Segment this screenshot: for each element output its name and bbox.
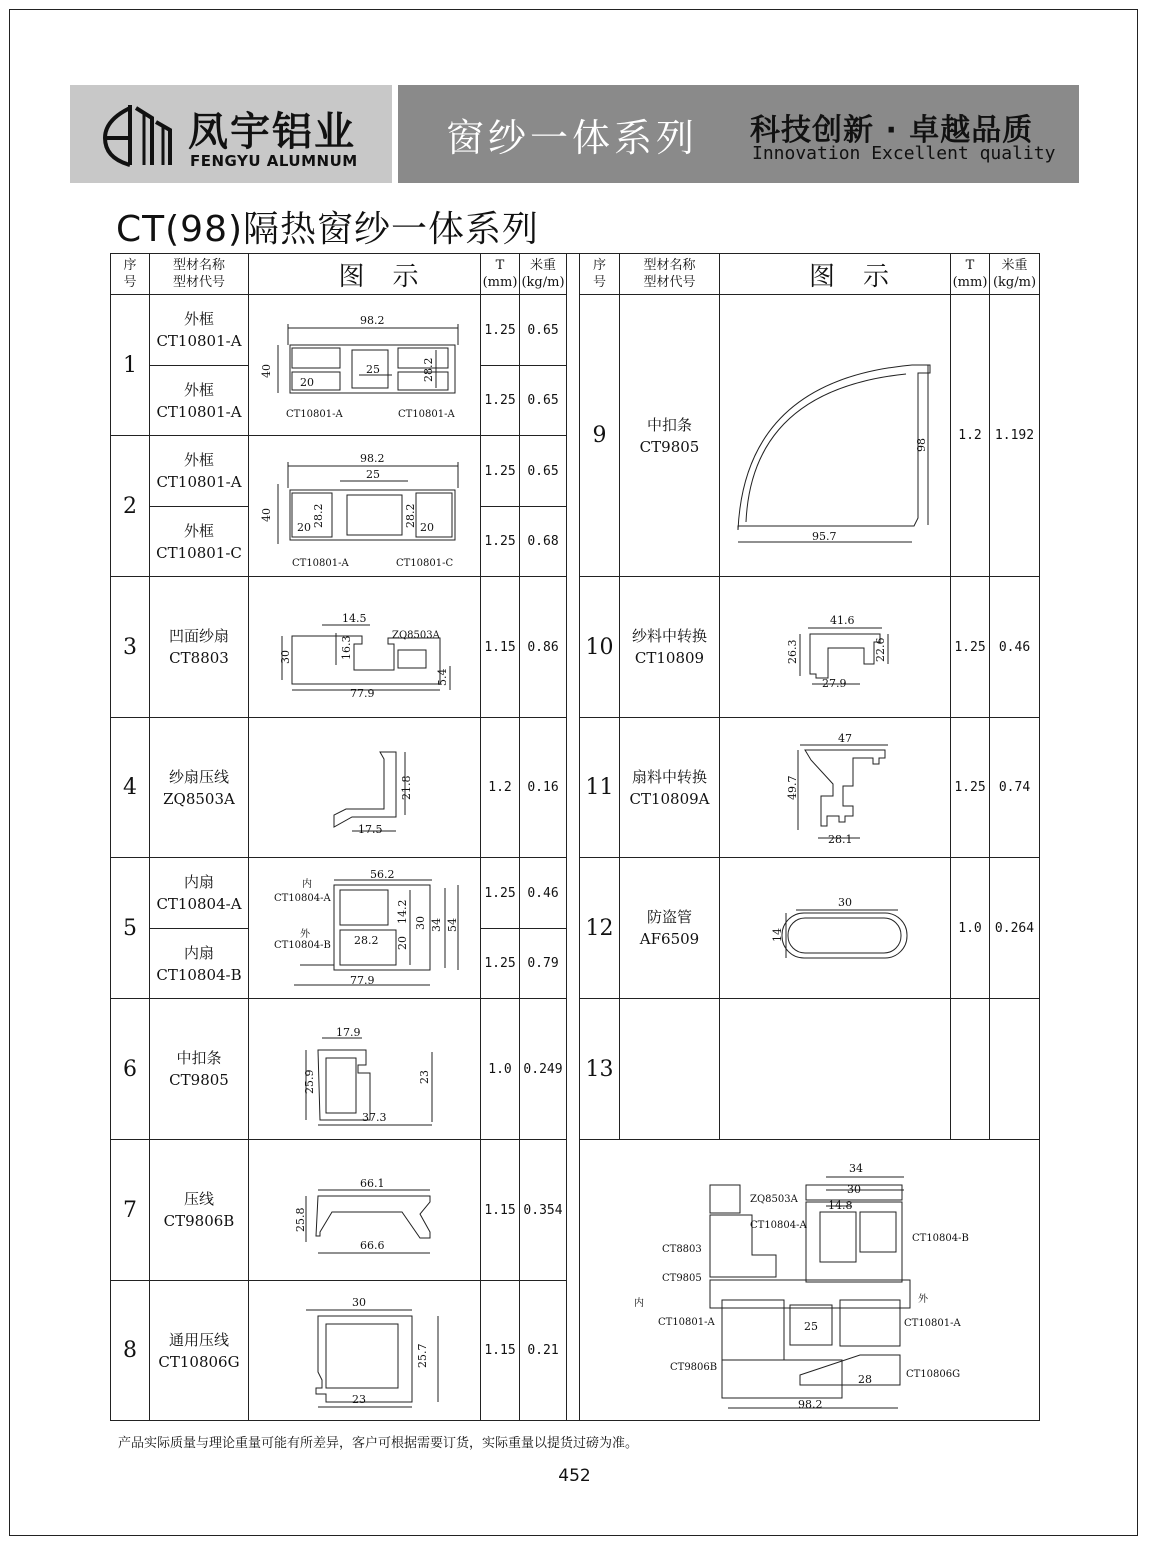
dim-label: 30 [279,650,292,664]
dim-label: 98.2 [798,1398,823,1411]
weight-value: 0.74 [998,780,1031,795]
dim-label: CT10804-A [750,1220,807,1231]
dim-label: 25 [804,1320,818,1333]
header-figure-left: 图示 [338,261,447,292]
thickness-value: 1.2 [488,780,512,795]
dim-label: 66.1 [360,1177,385,1190]
thickness-value: 1.25 [484,956,516,971]
dim-label: CT9806B [670,1362,718,1373]
header-weight-left: 米重 (kg/m) [521,258,565,290]
footnote: 产品实际质量与理论重量可能有所差异，客户可根据需要订货，实际重量以提货过磅为准。 [118,1436,639,1451]
profile-name-cell: 外框 CT10801-A [156,451,242,491]
profile-name-cell: 扇料中转换 CT10809A [629,767,710,808]
dim-label: 外 [918,1294,928,1305]
row-number: 12 [585,915,614,941]
thickness-value: 1.25 [954,639,986,655]
dim-label: CT10801-A [286,409,343,420]
weight-value: 0.249 [523,1061,563,1077]
dim-label: CT10806G [906,1369,961,1380]
dim-label: 34 [849,1162,863,1175]
profile-name-cell: 压线 CT9806B [163,1190,235,1230]
dim-label: 28.2 [312,503,325,528]
dim-label: 30 [838,896,852,909]
dim-label: 5.4 [436,668,449,686]
dim-label: 14.5 [342,612,367,625]
profile-name-cell: 防盗管 AF6509 [639,908,700,948]
header-seq-left: 序 号 [123,258,137,290]
weight-value: 0.65 [527,322,559,338]
thickness-value: 1.2 [958,428,982,443]
brand-name-cn: 凤宇铝业 [188,109,356,155]
row-number: 5 [123,915,137,941]
dim-label: CT10801-A [904,1318,961,1329]
profile-name-cell: 内扇 CT10804-B [156,943,242,984]
weight-value: 0.46 [527,885,559,901]
row-number: 10 [585,634,614,660]
dim-label: 28.1 [828,833,853,846]
brand-name-en: FENGYU ALUMNUM [190,152,358,170]
dim-label: 98 [915,438,928,452]
thickness-value: 1.25 [954,780,986,795]
dim-label: 37.3 [362,1111,387,1124]
dim-label: 54 [446,918,459,932]
dim-label: CT9805 [662,1273,702,1284]
dim-label: 98.2 [360,314,385,327]
dim-label: 56.2 [370,868,395,881]
profile-drawing-row9 [738,365,930,542]
dim-label: 41.6 [830,614,855,627]
dim-label: 16.3 [340,635,353,660]
dim-label: 77.9 [350,687,375,700]
dim-label: CT8803 [662,1244,702,1255]
dim-label: 25.7 [416,1343,429,1368]
row-number: 7 [123,1197,137,1223]
weight-value: 0.79 [527,956,559,971]
dim-label: 25 [366,468,380,481]
profile-drawing-row12 [782,910,907,958]
weight-value: 0.264 [994,920,1035,936]
dim-label: CT10804-A [274,893,331,904]
weight-value: 0.354 [523,1202,563,1218]
thickness-value: 1.25 [484,393,516,408]
dim-label: 20 [300,376,314,389]
header-seq-right: 序 号 [592,258,606,290]
weight-value: 0.68 [527,534,559,549]
series-heading: 窗纱一体系列 [446,116,699,160]
dim-label: CT10801-A [658,1317,715,1328]
header-name-right: 型材名称 型材代号 [643,258,696,290]
dim-label: 23 [352,1393,366,1406]
dim-label: ZQ8503A [392,630,440,641]
profile-name-cell: 内扇 CT10804-A [156,873,242,913]
row-number: 3 [123,634,137,660]
profile-name-cell: 外框 CT10801-A [156,380,242,421]
dim-label: 17.5 [358,823,383,836]
dim-label: 14.8 [828,1199,853,1212]
dim-label: 77.9 [350,974,375,987]
dim-label: 95.7 [812,530,837,543]
row-number: 13 [585,1056,614,1082]
header-t-left: T (mm) [482,258,518,290]
thickness-value: 1.25 [484,322,516,338]
dim-label: 34 [430,918,443,932]
header-t-right: T (mm) [952,258,988,290]
thickness-value: 1.15 [484,1343,516,1358]
weight-value: 0.16 [527,780,559,795]
dim-label: 25.8 [294,1207,307,1232]
dim-label: 27.9 [822,677,847,690]
dim-label: 40 [260,364,273,378]
page-title: CT(98)隔热窗纱一体系列 [116,209,540,250]
assembly-drawing [710,1177,910,1408]
thickness-value: 1.0 [958,920,982,936]
dim-label: 28 [858,1373,872,1386]
header-name-left: 型材名称 型材代号 [172,258,225,290]
thickness-value: 1.15 [484,1202,516,1218]
dim-label: 28.2 [354,934,379,947]
thickness-value: 1.25 [484,885,516,901]
dim-label: 22.6 [874,637,887,662]
row-number: 11 [585,775,614,800]
profile-drawing-row11 [798,745,888,838]
thickness-value: 1.25 [484,534,516,549]
dim-label: 14.2 [396,899,409,924]
row-number: 6 [123,1056,137,1082]
dim-label: 30 [352,1296,366,1309]
dim-label: 26.3 [786,639,799,664]
dim-label: 98.2 [360,452,385,465]
dim-label: 14 [771,928,784,942]
profile-name-cell: 纱扇压线 ZQ8503A [163,767,235,808]
thickness-value: 1.15 [484,639,516,655]
weight-value: 1.192 [994,428,1035,443]
slogan-cn: 科技创新 · 卓越品质 [750,113,1034,148]
dim-label: 内 [302,879,312,890]
dim-label: 内 [634,1298,644,1309]
weight-value: 0.65 [527,463,559,479]
profile-name-cell: 中扣条 CT9805 [169,1049,229,1089]
dim-label: CT10804-B [274,940,331,951]
profile-name-cell: 外框 CT10801-A [156,310,242,350]
row-number: 9 [592,423,607,448]
dim-label: 20 [297,521,311,534]
dim-label: CT10801-C [396,558,454,569]
row-number: 2 [123,493,137,519]
dim-label: ZQ8503A [750,1194,798,1205]
page-number: 452 [558,1466,591,1486]
dim-label: 49.7 [786,775,799,800]
weight-value: 0.65 [527,393,559,408]
profile-name-cell: 中扣条 CT9805 [639,415,700,456]
thickness-value: 1.0 [488,1061,512,1077]
dim-label: CT10801-A [292,558,349,569]
dim-label: 17.9 [336,1026,361,1039]
profile-name-cell: 凹面纱扇 CT8803 [168,627,229,667]
dim-label: 20 [420,521,434,534]
dim-label: 28.2 [422,357,435,382]
header-figure-right: 图示 [808,261,917,292]
row-number: 4 [123,775,137,800]
dim-label: 30 [414,916,427,930]
dim-label: 66.6 [360,1239,385,1252]
header-weight-right: 米重 (kg/m) [992,258,1037,290]
dim-label: 21.8 [400,775,413,800]
weight-value: 0.86 [527,639,559,655]
dim-label: 30 [847,1183,861,1196]
dim-label: CT10804-B [912,1233,969,1244]
profile-name-cell: 外框 CT10801-C [156,521,242,562]
weight-value: 0.21 [527,1343,559,1358]
dim-label: 47 [838,732,852,745]
slogan-en: Innovation Excellent quality [752,143,1056,164]
dim-label: CT10801-A [398,409,455,420]
dim-label: 23 [418,1070,431,1084]
dim-label: 25.9 [303,1069,316,1094]
row-number: 8 [123,1338,137,1363]
profile-drawing-row4 [334,752,405,831]
dim-label: 40 [260,508,273,522]
profile-name-cell: 纱料中转换 CT10809 [631,627,707,667]
dim-label: 外 [300,929,310,940]
dim-label: 28.2 [404,503,417,528]
thickness-value: 1.25 [484,463,516,479]
dim-label: 20 [396,936,409,950]
weight-value: 0.46 [998,639,1031,655]
dim-label: 25 [366,363,380,376]
profile-name-cell: 通用压线 CT10806G [158,1330,240,1371]
row-number: 1 [123,352,137,378]
